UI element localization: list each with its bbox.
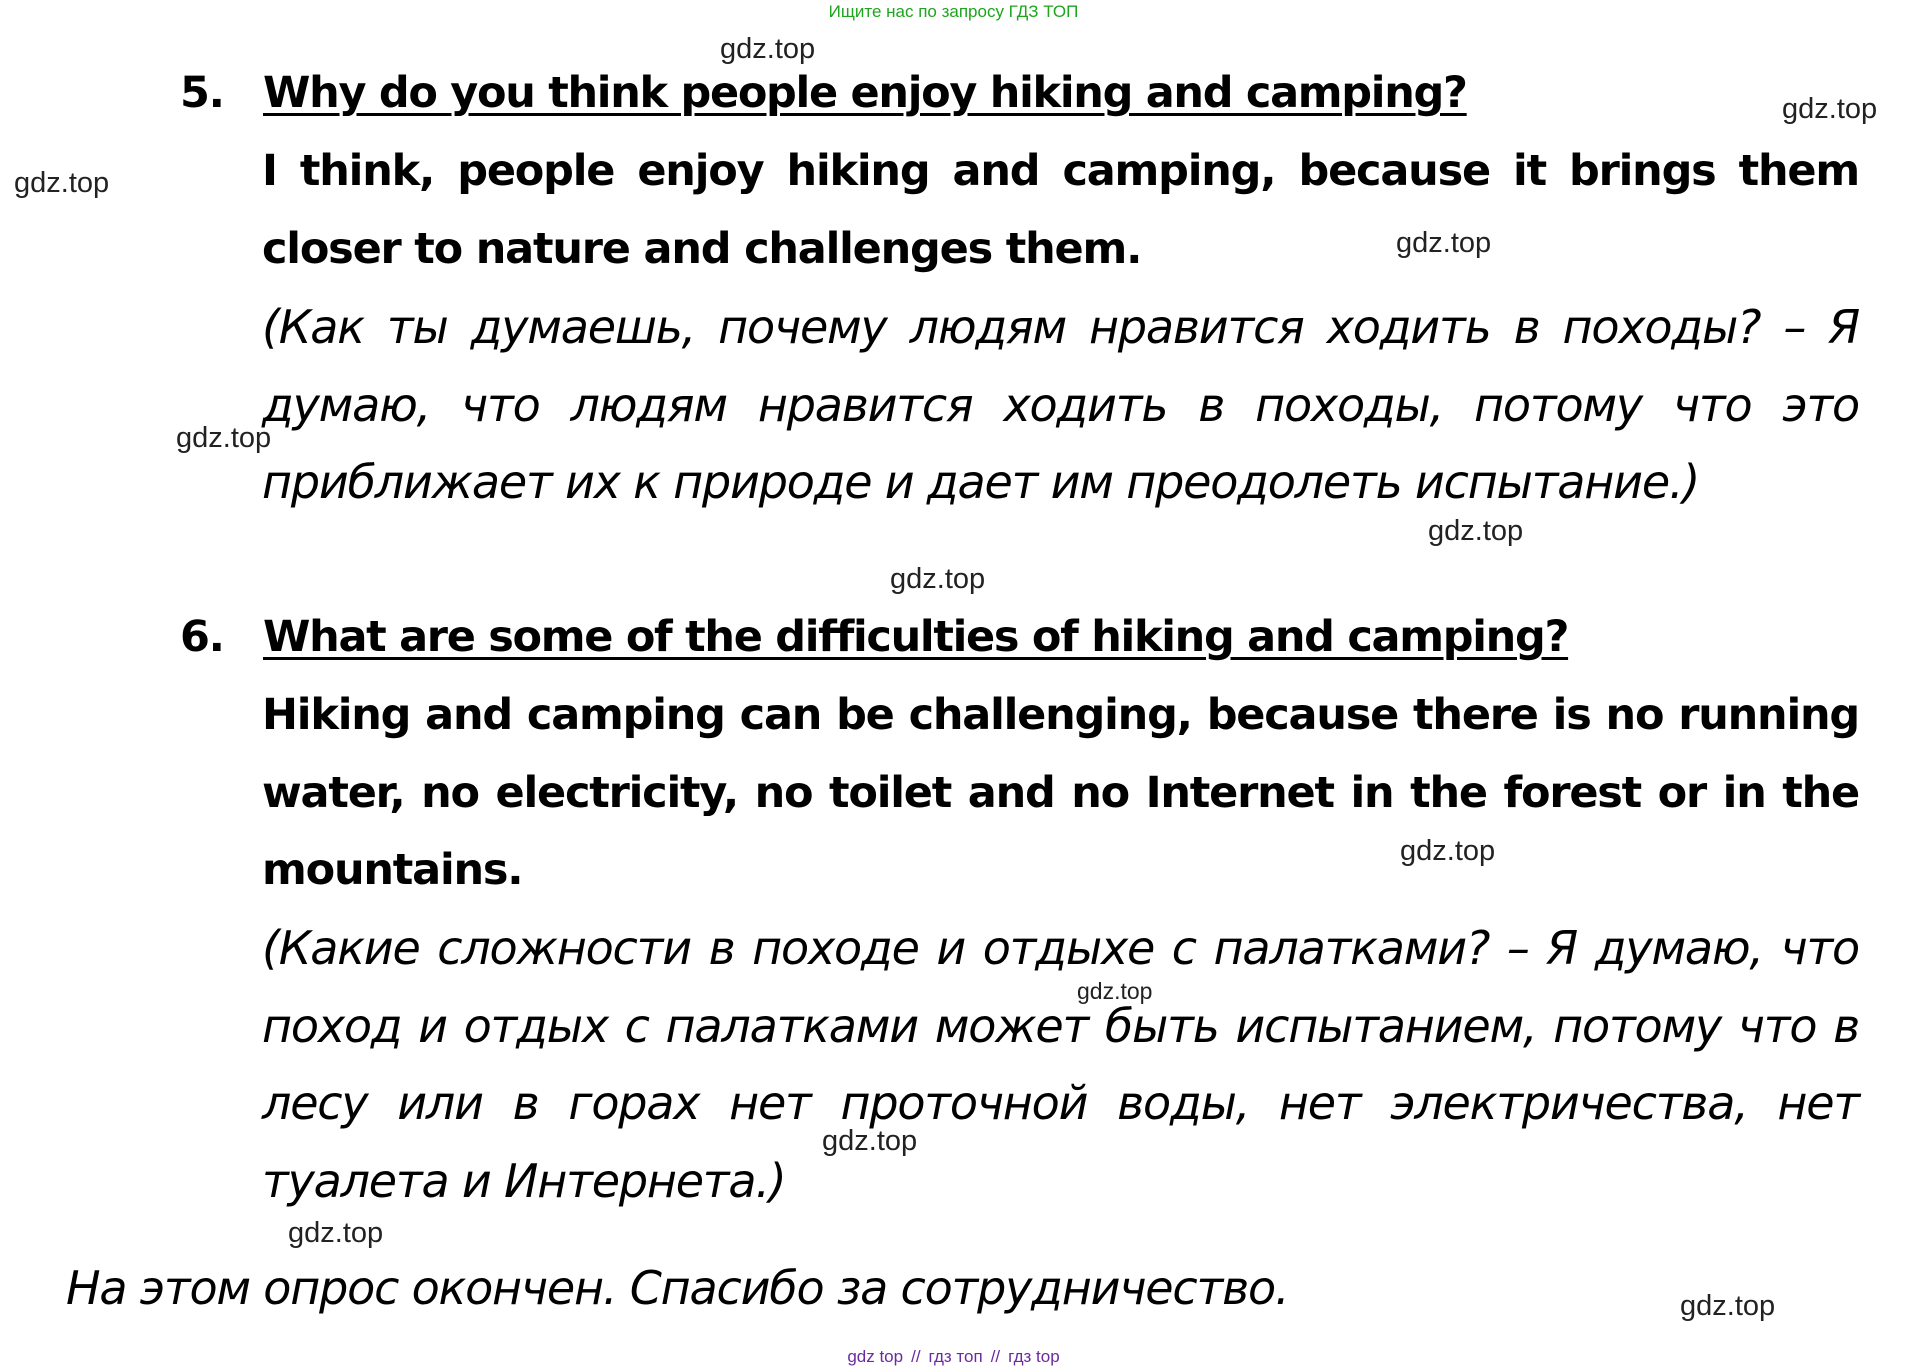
question-5 [180,66,1860,121]
question-6 [180,610,1860,665]
watermark: gdz.top [288,1217,384,1249]
watermark: gdz.top [14,167,110,199]
bottom-banner-separator: // [990,1347,1001,1366]
watermark: gdz.top [1680,1290,1776,1322]
question-6-number: 6. [180,612,224,662]
watermark: gdz.top [1782,93,1878,125]
answer-6-english: Hiking and camping can be challenging, because there is no running water, no electricity, no toilet and no Internet in the forest or in the mountains. [262,690,1859,895]
answer-6-russian: (Какие сложности в походе и отдыхе с палатками? – Я думаю, что поход и отдых с палатками может быть испытанием, потому что в лесу или в горах нет проточной воды, нет электричества, нет туалета и Интернета.) [262,921,1859,1208]
bottom-banner [0,1347,1907,1367]
watermark: gdz.top [1077,978,1153,1004]
question-5-text: Why do you think people enjoy hiking and camping? [263,68,1467,118]
question-6-text: What are some of the difficulties of hiking and camping? [263,612,1569,662]
question-5-number: 5. [180,68,224,118]
bottom-banner-item: гдз top [1008,1347,1060,1366]
answer-5-russian: (Как ты думаешь, почему людям нравится ходить в походы? – Я думаю, что людям нравится ходить в походы, потому что это приближает их к природе и дает им преодолеть испытание.) [262,300,1859,509]
watermark: gdz.top [1396,227,1492,259]
closing-text: На этом опрос окончен. Спасибо за сотрудничество. [66,1261,1289,1315]
bottom-banner-item: gdz top [847,1347,904,1366]
watermark: gdz.top [1428,515,1524,547]
answer-5-english: I think, people enjoy hiking and camping, because it brings them closer to nature and challenges them. [262,146,1859,274]
watermark: gdz.top [720,33,816,65]
bottom-banner-item: гдз топ [928,1347,983,1366]
bottom-banner-separator: // [911,1347,921,1366]
top-banner: Ищите нас по запросу ГДЗ ТОП [828,2,1079,21]
watermark: gdz.top [822,1125,918,1157]
watermark: gdz.top [1400,835,1496,867]
watermark: gdz.top [176,422,272,454]
watermark: gdz.top [890,563,986,595]
